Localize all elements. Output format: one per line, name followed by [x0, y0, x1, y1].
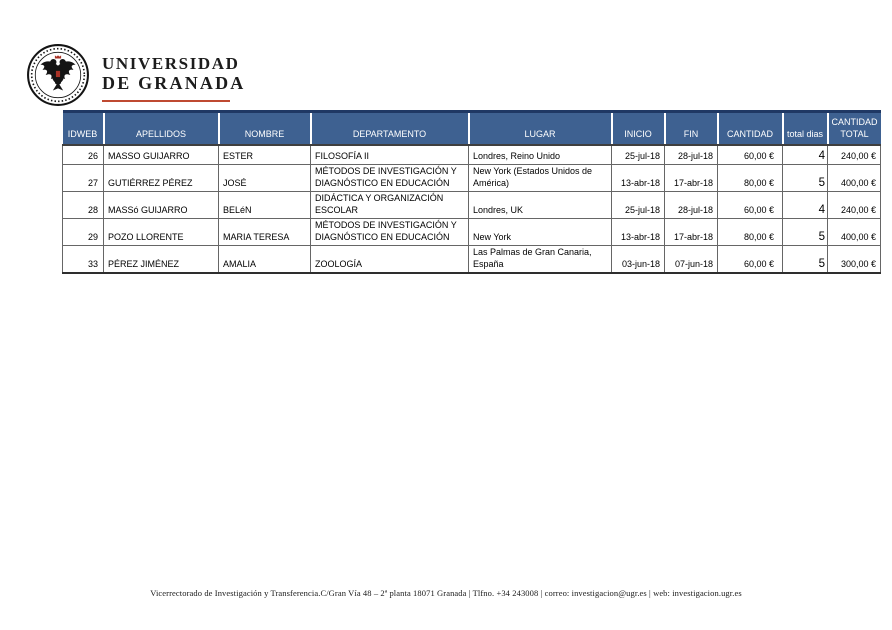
cell-lugar: Londres, UK: [469, 192, 612, 219]
cell-fin: 17-abr-18: [665, 165, 718, 192]
wordmark-line1: UNIVERSIDAD: [102, 54, 240, 73]
cell-cantidad: 60,00 €: [718, 246, 783, 274]
column-header-idweb: IDWEB: [63, 112, 104, 145]
cell-idweb: 29: [63, 219, 104, 246]
column-header-fin: FIN: [665, 112, 718, 145]
cell-departamento: ZOOLOGÍA: [311, 246, 469, 274]
cell-fin: 07-jun-18: [665, 246, 718, 274]
cell-apellidos: MASSó GUIJARRO: [104, 192, 219, 219]
column-header-total-dias: total dias: [783, 112, 828, 145]
cell-lugar: Las Palmas de Gran Canaria, España: [469, 246, 612, 274]
cell-fin: 17-abr-18: [665, 219, 718, 246]
cell-departamento: MÉTODOS DE INVESTIGACIÓN Y DIAGNÓSTICO EN EDUCACIÓN: [311, 219, 469, 246]
table-row: [63, 145, 881, 165]
column-header-inicio: INICIO: [612, 112, 665, 145]
cell-apellidos: POZO LLORENTE: [104, 219, 219, 246]
column-header-cantidad: CANTIDAD: [718, 112, 783, 145]
cell-cantidad-total: 400,00 €: [828, 219, 881, 246]
cell-total-dias: 5: [783, 219, 828, 246]
cell-idweb: 27: [63, 165, 104, 192]
cell-apellidos: GUTIÉRREZ PÉREZ: [104, 165, 219, 192]
footer-contact: Vicerrectorado de Investigación y Transferencia.C/Gran Vía 48 – 2ª planta 18071 Granada | Tlfno. +34 243008 | correo: investigacion@ugr.es | web: investigacion.ugr.es: [150, 588, 742, 598]
cell-idweb: 33: [63, 246, 104, 274]
cell-inicio: 03-jun-18: [612, 246, 665, 274]
cell-nombre: ESTER: [219, 145, 311, 165]
cell-lugar: New York: [469, 219, 612, 246]
cell-departamento: DIDÁCTICA Y ORGANIZACIÓN ESCOLAR: [311, 192, 469, 219]
cell-idweb: 26: [63, 145, 104, 165]
cell-total-dias: 4: [783, 145, 828, 165]
table-row: [63, 246, 881, 274]
cell-inicio: 13-abr-18: [612, 219, 665, 246]
table-row: [63, 165, 881, 192]
ugr-seal-icon: [26, 43, 90, 107]
cell-cantidad: 60,00 €: [718, 145, 783, 165]
ugr-logo: [26, 43, 246, 107]
cell-total-dias: 5: [783, 165, 828, 192]
cell-inicio: 13-abr-18: [612, 165, 665, 192]
cell-total-dias: 5: [783, 246, 828, 274]
cell-cantidad-total: 400,00 €: [828, 165, 881, 192]
cell-cantidad-total: 240,00 €: [828, 192, 881, 219]
cell-fin: 28-jul-18: [665, 145, 718, 165]
cell-departamento: FILOSOFÍA II: [311, 145, 469, 165]
cell-idweb: 28: [63, 192, 104, 219]
column-header-apellidos: APELLIDOS: [104, 112, 219, 145]
wordmark-line2: DE GRANADA: [102, 73, 246, 93]
column-header-cantidad-total: CANTIDAD TOTAL: [828, 112, 881, 145]
table-row: [63, 192, 881, 219]
cell-cantidad-total: 240,00 €: [828, 145, 881, 165]
table-row: [63, 219, 881, 246]
cell-inicio: 25-jul-18: [612, 192, 665, 219]
cell-cantidad: 80,00 €: [718, 219, 783, 246]
cell-inicio: 25-jul-18: [612, 145, 665, 165]
cell-lugar: Londres, Reino Unido: [469, 145, 612, 165]
cell-cantidad-total: 300,00 €: [828, 246, 881, 274]
column-header-lugar: LUGAR: [469, 112, 612, 145]
cell-apellidos: MASSO GUIJARRO: [104, 145, 219, 165]
ugr-wordmark: [102, 54, 246, 102]
cell-fin: 28-jul-18: [665, 192, 718, 219]
logo-underline: [102, 100, 230, 102]
table-header-row: [63, 112, 881, 145]
cell-departamento: MÉTODOS DE INVESTIGACIÓN Y DIAGNÓSTICO EN EDUCACIÓN: [311, 165, 469, 192]
cell-nombre: MARIA TERESA: [219, 219, 311, 246]
cell-cantidad: 80,00 €: [718, 165, 783, 192]
cell-nombre: BELéN: [219, 192, 311, 219]
cell-cantidad: 60,00 €: [718, 192, 783, 219]
column-header-departamento: DEPARTAMENTO: [311, 112, 469, 145]
cell-apellidos: PÉREZ JIMÉNEZ: [104, 246, 219, 274]
cell-nombre: AMALIA: [219, 246, 311, 274]
column-header-nombre: NOMBRE: [219, 112, 311, 145]
cell-nombre: JOSÉ: [219, 165, 311, 192]
cell-total-dias: 4: [783, 192, 828, 219]
cell-lugar: New York (Estados Unidos de América): [469, 165, 612, 192]
trips-table: [62, 110, 881, 274]
